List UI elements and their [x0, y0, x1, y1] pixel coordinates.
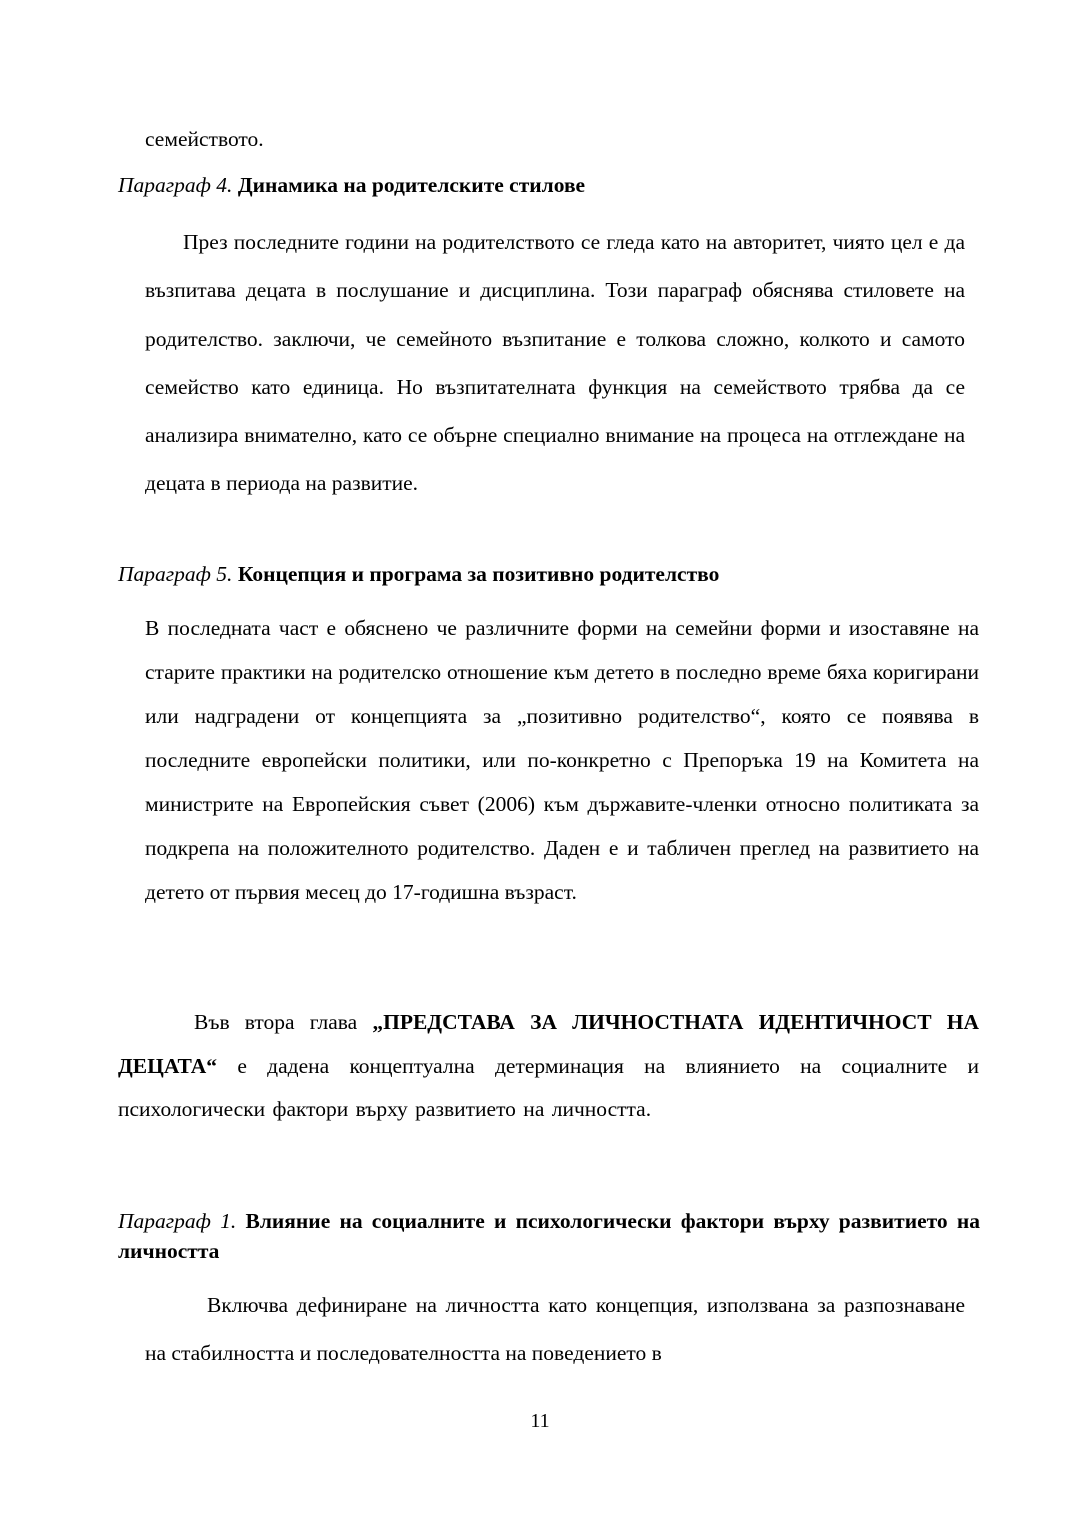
section4-title: Динамика на родителските стилове	[237, 173, 586, 197]
chapter2-intro: Във втора глава	[194, 1010, 358, 1034]
section1-body: Включва дефиниране на личността като концепция, използвана за разпознаване на стабилността и последователността на поведението в	[145, 1293, 965, 1365]
section1-heading	[118, 1206, 980, 1266]
section1-label: Параграф 1.	[118, 1209, 237, 1233]
chapter2-rest: е дадена концептуална детерминация на влиянието на социалните и психологически фактори върху развитието на личността.	[118, 1053, 979, 1121]
section4-label: Параграф 4.	[118, 173, 233, 197]
chapter2-title: „ПРЕДСТАВА ЗА ЛИЧНОСТНАТА ИДЕНТИЧНОСТ НА ДЕЦАТА“	[118, 1010, 980, 1078]
section5-body: В последната част е обяснено че различните форми на семейни форми и изоставяне на старите практики на родителско отношение към детето в последно време бяха коригирани или надградени от концепцията за „позитивно родителство“, която се появява в последните европейски политики, или по-конкретно с Препоръка 19 на Комитета на министрите на Европейския съвет (2006) към държавите-членки относно политиката за подкрепа на положителното родителство. Даден е и табличен преглед на развитието на детето от първия месец до 17-годишна възраст.	[145, 616, 979, 904]
section4-body: През последните години на родителството се гледа като на авторитет, чиято цел е да възпитава децата в послушание и дисциплина. Този параграф обяснява стиловете на родителство. заключи, че семейното възпитание е толкова сложно, колкото и самото семейство като единица. Но възпитателната функция на семейството трябва да се анализира внимателно, като се обърне специално внимание на процеса на отглеждане на децата в периода на развитие.	[145, 230, 965, 496]
section5-label: Параграф 5.	[118, 562, 233, 586]
continuation-text: семейството.	[145, 127, 264, 151]
chapter2-paragraph	[118, 1001, 979, 1132]
section4-heading	[118, 170, 980, 200]
section5-title: Концепция и програма за позитивно родителство	[237, 562, 720, 586]
page-number: 11	[530, 1410, 550, 1432]
section1-title: Влияние на социалните и психологически фактори върху развитието на личността	[118, 1209, 981, 1263]
section5-heading	[118, 559, 980, 589]
